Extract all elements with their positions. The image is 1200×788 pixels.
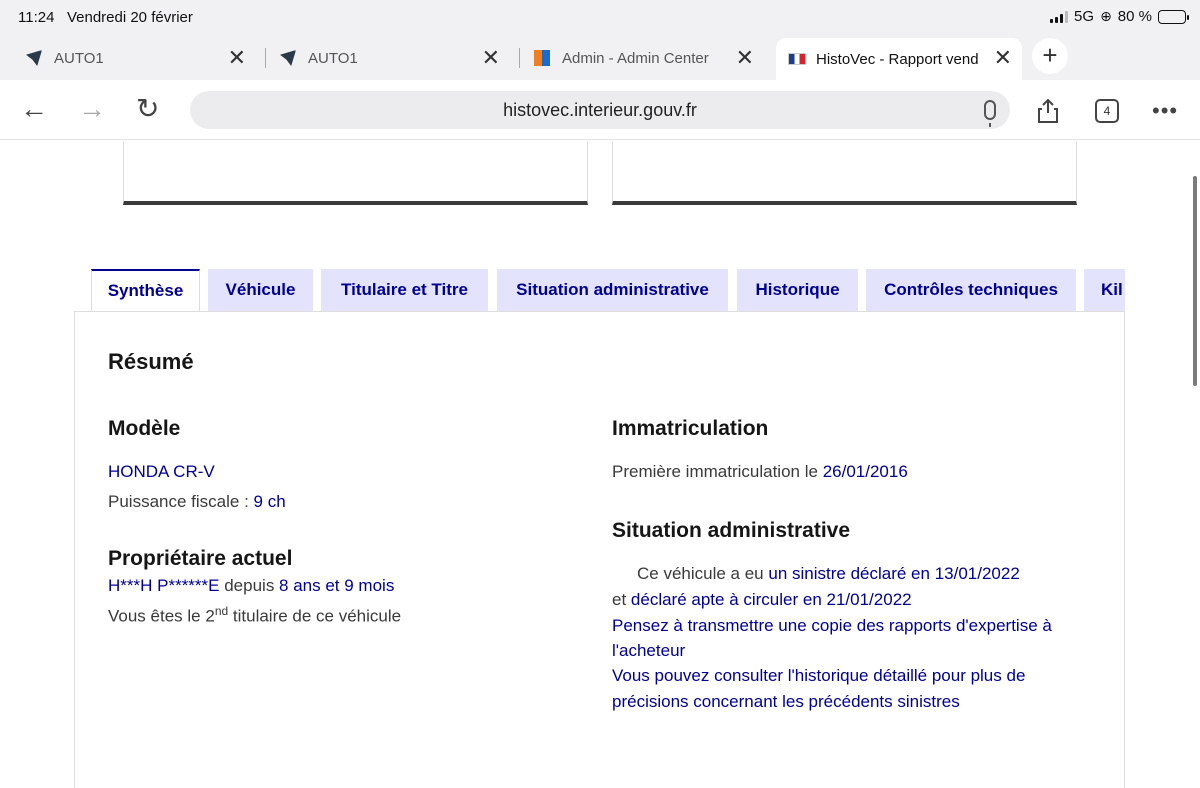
tab-label: AUTO1 bbox=[308, 49, 358, 67]
roadworthy-line: et déclaré apte à circuler en 21/01/2022 bbox=[612, 590, 912, 609]
reload-icon[interactable]: ↻ bbox=[136, 93, 160, 124]
url-field[interactable] bbox=[190, 91, 1010, 129]
status-time: 11:24 Vendredi 20 février bbox=[18, 9, 193, 26]
browser-tab-strip bbox=[0, 34, 1200, 80]
roadworthy-link[interactable]: déclaré apte à circuler en 21/01/2022 bbox=[630, 590, 912, 609]
auto1-logo-icon bbox=[26, 50, 42, 66]
close-icon[interactable]: ✕ bbox=[735, 45, 754, 70]
microphone-icon[interactable] bbox=[984, 100, 996, 120]
expertise-note-line1: Pensez à transmettre une copie des rapports d'expertise à bbox=[612, 616, 1052, 635]
owner-rank: Vous êtes le 2nd titulaire de ce véhicule bbox=[108, 604, 402, 626]
share-icon[interactable] bbox=[1036, 98, 1060, 124]
tab-vehicule[interactable]: Véhicule bbox=[208, 269, 313, 311]
info-card-left bbox=[123, 141, 588, 205]
owner-heading: Propriétaire actuel bbox=[108, 547, 293, 570]
more-options-icon[interactable]: ••• bbox=[1152, 98, 1179, 123]
address-toolbar bbox=[0, 80, 1200, 140]
report-tabs bbox=[91, 269, 1125, 311]
tab-label: Admin - Admin Center bbox=[562, 49, 709, 67]
browser-tab-1[interactable] bbox=[0, 38, 264, 78]
tab-label: AUTO1 bbox=[54, 49, 104, 67]
scrollbar[interactable] bbox=[1193, 176, 1197, 386]
url-text: histovec.interieur.gouv.fr bbox=[503, 100, 697, 120]
page-content bbox=[0, 141, 1200, 788]
info-card-right bbox=[612, 141, 1077, 205]
claim-link[interactable]: un sinistre déclaré en 13/01/2022 bbox=[768, 564, 1020, 583]
tab-controles-techniques[interactable]: Contrôles techniques bbox=[866, 269, 1076, 311]
model-name: HONDA CR-V bbox=[108, 462, 215, 481]
browser-tab-3[interactable] bbox=[508, 38, 772, 78]
tab-synthese[interactable]: Synthèse bbox=[91, 269, 200, 311]
first-registration: Première immatriculation le 26/01/2016 bbox=[612, 462, 908, 481]
back-arrow-icon[interactable]: ← bbox=[20, 93, 48, 124]
history-note-line1: Vous pouvez consulter l'historique détaillé pour plus de bbox=[612, 666, 1026, 685]
french-flag-icon bbox=[788, 53, 806, 65]
browser-tab-2[interactable] bbox=[254, 38, 518, 78]
auto1-logo-icon bbox=[280, 50, 296, 66]
status-bar bbox=[0, 0, 1200, 34]
battery-icon bbox=[1158, 10, 1186, 24]
tab-kilometrage[interactable]: Kil bbox=[1084, 269, 1125, 311]
close-icon[interactable]: ✕ bbox=[227, 45, 246, 70]
close-icon[interactable]: ✕ bbox=[993, 45, 1012, 70]
claim-line: Ce véhicule a eu un sinistre déclaré en 13/01/2022 bbox=[637, 564, 1020, 583]
admin-center-icon bbox=[534, 50, 550, 66]
fiscal-power: Puissance fiscale : 9 ch bbox=[108, 492, 286, 511]
tab-historique[interactable]: Historique bbox=[737, 269, 858, 311]
network-label: 5G bbox=[1074, 8, 1095, 25]
tab-titulaire-titre[interactable]: Titulaire et Titre bbox=[321, 269, 488, 311]
browser-tab-4-active[interactable] bbox=[776, 38, 1022, 80]
forward-arrow-icon[interactable]: → bbox=[78, 93, 106, 124]
registration-heading: Immatriculation bbox=[612, 417, 769, 440]
status-indicators bbox=[1050, 8, 1186, 25]
owner-line: H***H P******E depuis 8 ans et 9 mois bbox=[108, 576, 395, 595]
tab-label: HistoVec - Rapport vend bbox=[816, 50, 979, 68]
expertise-note-line2: l'acheteur bbox=[612, 641, 686, 660]
close-icon[interactable]: ✕ bbox=[481, 45, 500, 70]
signal-icon bbox=[1050, 11, 1068, 23]
battery-label: 80 % bbox=[1117, 8, 1152, 25]
vpn-icon: ⊕ bbox=[1100, 8, 1112, 24]
model-heading: Modèle bbox=[108, 417, 181, 440]
admin-heading: Situation administrative bbox=[612, 519, 851, 542]
summary-title: Résumé bbox=[108, 349, 194, 374]
new-tab-button[interactable]: + bbox=[1032, 38, 1068, 74]
history-note-line2: précisions concernant les précédents sinistres bbox=[612, 692, 960, 711]
tab-count-button[interactable]: 4 bbox=[1095, 99, 1119, 123]
tab-situation-administrative[interactable]: Situation administrative bbox=[497, 269, 728, 311]
